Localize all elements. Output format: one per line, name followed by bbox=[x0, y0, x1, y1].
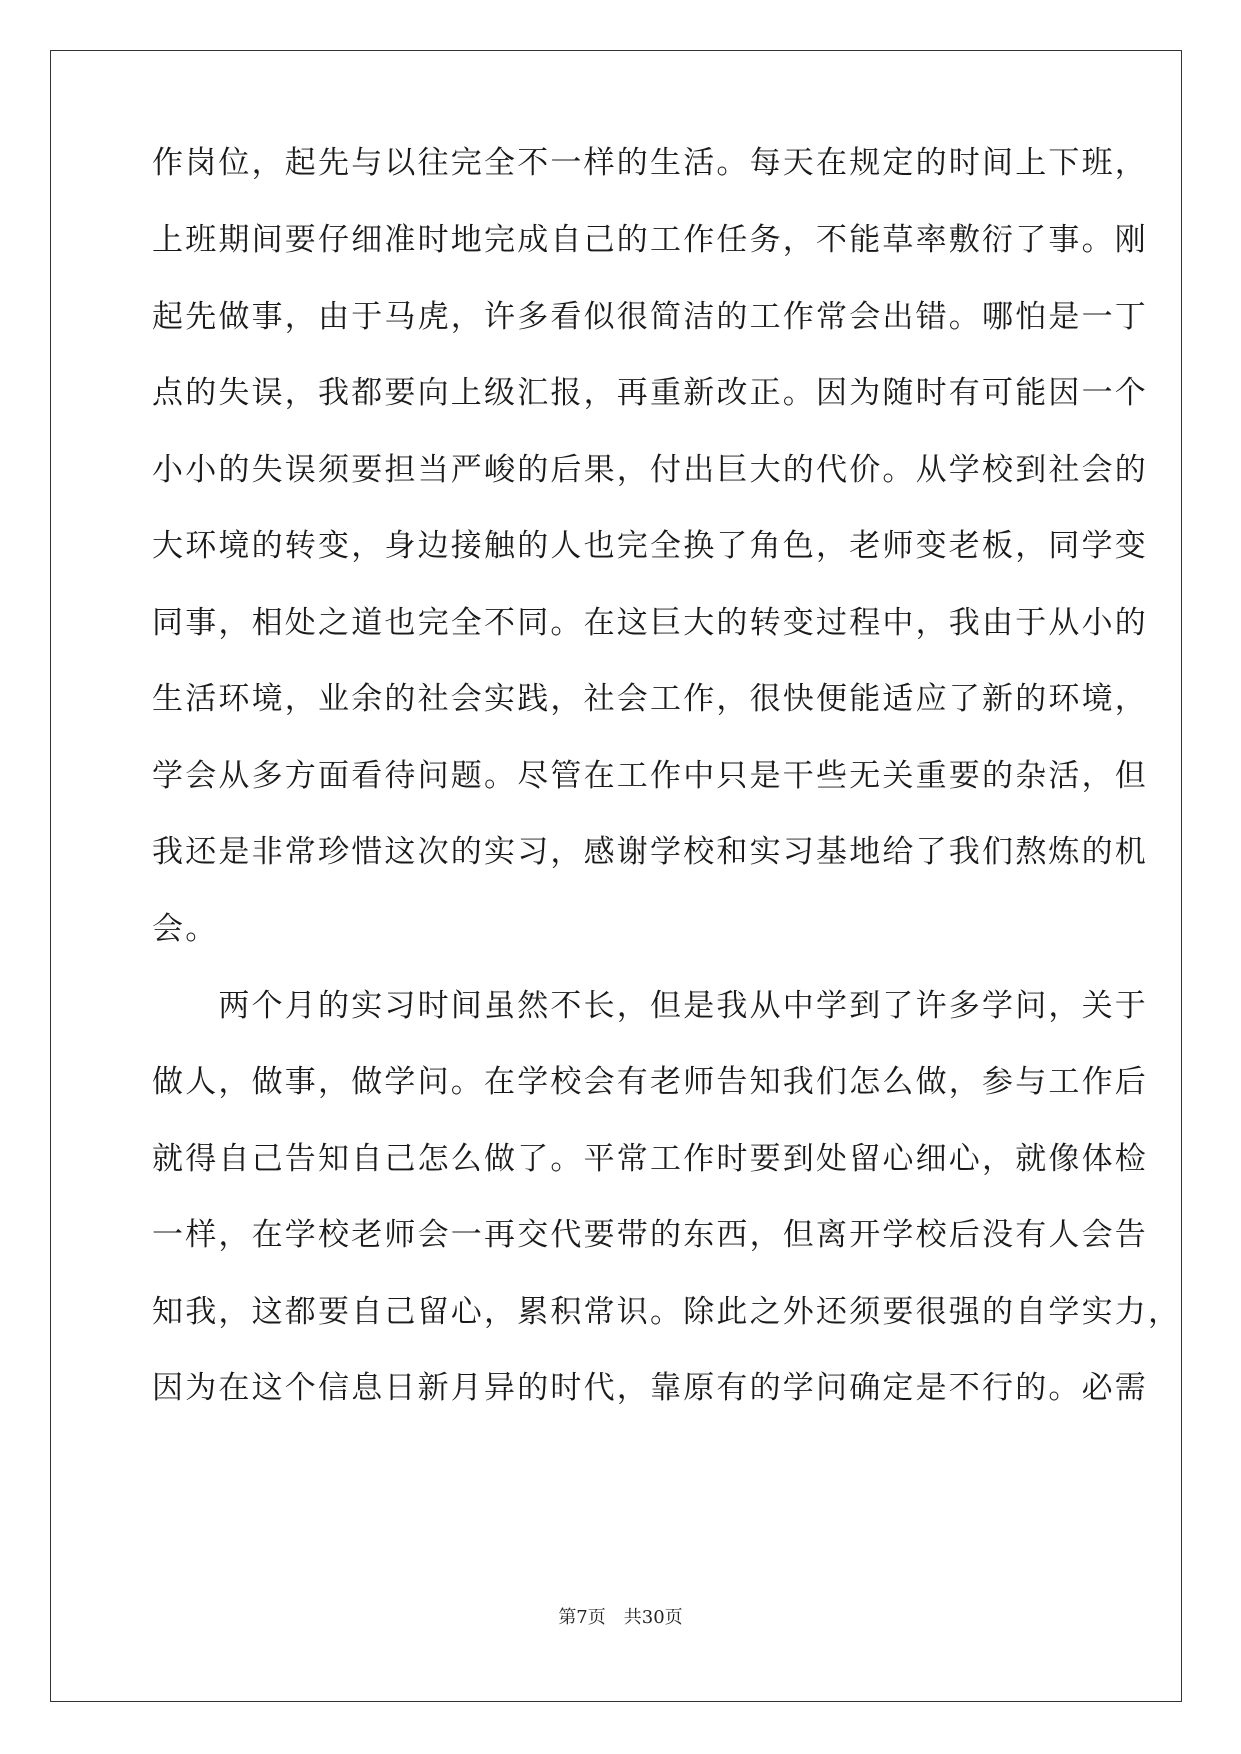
text-line: 起先做事，由于马虎，许多看似很简洁的工作常会出错。哪怕是一丁 bbox=[152, 299, 1148, 335]
text-line: 我还是非常珍惜这次的实习，感谢学校和实习基地给了我们熬炼的机 bbox=[152, 834, 1148, 870]
text-line: 同事，相处之道也完全不同。在这巨大的转变过程中，我由于从小的 bbox=[152, 605, 1148, 641]
text-line: 上班期间要仔细准时地完成自己的工作任务，不能草率敷衍了事。刚 bbox=[152, 222, 1148, 258]
text-line: 因为在这个信息日新月异的时代，靠原有的学问确定是不行的。必需 bbox=[152, 1370, 1148, 1406]
text-line: 两个月的实习时间虽然不长，但是我从中学到了许多学问，关于 bbox=[152, 988, 1148, 1024]
page-footer bbox=[0, 1606, 1241, 1630]
text-line: 生活环境，业余的社会实践，社会工作，很快便能适应了新的环境， bbox=[152, 681, 1148, 717]
text-line: 一样，在学校老师会一再交代要带的东西，但离开学校后没有人会告 bbox=[152, 1217, 1148, 1253]
page-number: 第7页 共30页 bbox=[558, 1607, 683, 1628]
text-line: 大环境的转变，身边接触的人也完全换了角色，老师变老板，同学变 bbox=[152, 528, 1148, 564]
text-line: 学会从多方面看待问题。尽管在工作中只是干些无关重要的杂活，但 bbox=[152, 758, 1148, 794]
text-line: 做人，做事，做学问。在学校会有老师告知我们怎么做，参与工作后 bbox=[152, 1064, 1148, 1100]
text-line: 会。 bbox=[152, 911, 219, 947]
text-line: 作岗位，起先与以往完全不一样的生活。每天在规定的时间上下班， bbox=[152, 145, 1148, 181]
text-line: 就得自己告知自己怎么做了。平常工作时要到处留心细心，就像体检 bbox=[152, 1141, 1148, 1177]
text-line: 小小的失误须要担当严峻的后果，付出巨大的代价。从学校到社会的 bbox=[152, 452, 1148, 488]
text-line: 点的失误，我都要向上级汇报，再重新改正。因为随时有可能因一个 bbox=[152, 375, 1148, 411]
text-line: 知我，这都要自己留心，累积常识。除此之外还须要很强的自学实力， bbox=[152, 1294, 1182, 1330]
